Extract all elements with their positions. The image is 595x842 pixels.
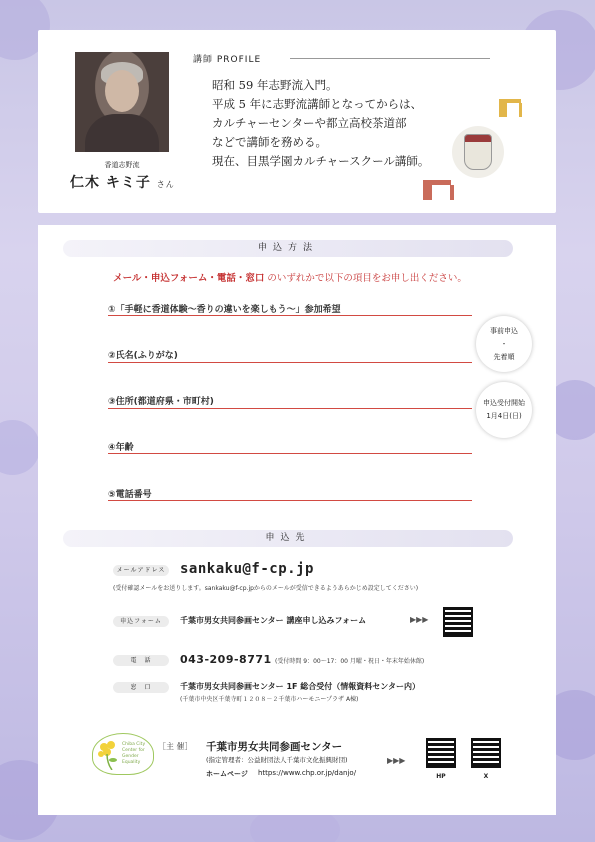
window-tag: 窓 口 [113, 682, 169, 693]
apply-item: ⑤電話番号 [108, 490, 152, 500]
center-logo-text: Chiba City Center for Gender Equality [122, 742, 146, 765]
phone-note: (受付時間 9：00～17：00 月曜・祝日・年末年始休館) [275, 658, 425, 665]
hp-qr-code[interactable] [426, 738, 456, 768]
item-rule [108, 453, 472, 454]
hp-qr-label: HP [436, 773, 446, 780]
form-tag: 申込フォーム [113, 616, 169, 627]
arrow-icon: ▶▶▶ [387, 756, 406, 765]
item-rule [108, 500, 472, 501]
apply-method-heading: 申込方法 [63, 240, 513, 257]
phone-number[interactable]: 043-209-8771 [180, 653, 272, 666]
homepage-label: ホームページ [206, 770, 248, 778]
heading-rule [290, 58, 490, 59]
homepage-link[interactable]: https://www.chp.or.jp/danjo/ [258, 769, 357, 777]
decorative-pattern-icon [499, 99, 521, 117]
apply-item: ①「手軽に香道体験～香りの違いを楽しもう～」参加希望 [108, 305, 341, 315]
x-qr-label: X [483, 773, 489, 780]
advance-booking-badge: 事前申込 ・ 先着順 [476, 316, 532, 372]
instructor-school: 香道志野流 [104, 161, 140, 169]
window-address: (千葉市中央区千葉寺町１２０８－２千葉市ハーモニープラザ A棟) [180, 696, 359, 703]
item-rule [108, 315, 472, 316]
item-rule [108, 408, 472, 409]
honorific: さん [156, 180, 175, 189]
rapeseed-flower-logo-icon [96, 740, 124, 770]
phone-tag: 電 話 [113, 655, 169, 666]
background-flower [0, 420, 40, 475]
booking-start-badge: 申込受付開始 1月4日(日) [476, 382, 532, 438]
apply-item: ④年齢 [108, 443, 134, 453]
profile-bio: 昭和 59 年志野流入門。 平成 5 年に志野流講師となってからは、 カルチャーセンターや都立高校茶道部 などで講師を務める。 現在、目黒学園カルチャースクール講師。 [212, 78, 430, 168]
window-location: 千葉市男女共同参画センター 1F 総合受付（情報資料センター内） [180, 682, 420, 691]
organizer-name: 千葉市男女共同参画センター [206, 741, 343, 753]
apply-item: ②氏名(ふりがな) [108, 351, 178, 361]
form-link[interactable]: 千葉市男女共同参画センター 講座申し込みフォーム [180, 616, 367, 625]
instructor-photo [75, 52, 169, 152]
incense-burner-body-icon [464, 134, 492, 170]
decorative-pattern-icon [423, 180, 451, 200]
email-note: (受付確認メールをお送りします。sankaku@f-cp.jpからのメールが受信できるようあらかじめ設定してください) [113, 585, 419, 592]
instructor-name: 仁木 キミ子 さん [70, 175, 175, 191]
arrow-icon: ▶▶▶ [410, 615, 429, 624]
item-rule [108, 362, 472, 363]
form-qr-code[interactable] [443, 607, 473, 637]
email-tag: メールアドレス [113, 565, 169, 576]
apply-to-heading: 申込先 [63, 530, 513, 547]
x-qr-code[interactable] [471, 738, 501, 768]
organizer-manager: (指定管理者：公益財団法人千葉市文化振興財団) [206, 756, 348, 764]
email-address[interactable]: sankaku@f-cp.jp [180, 561, 314, 577]
apply-item: ③住所(都道府県・市町村) [108, 397, 214, 407]
profile-heading: 講師 PROFILE [193, 55, 262, 65]
organizer-tag: ［主 催］ [158, 742, 193, 751]
apply-notice: メール・申込フォーム・電話・窓口 のいずれかで以下の項目をお申し出ください。 [113, 273, 467, 284]
